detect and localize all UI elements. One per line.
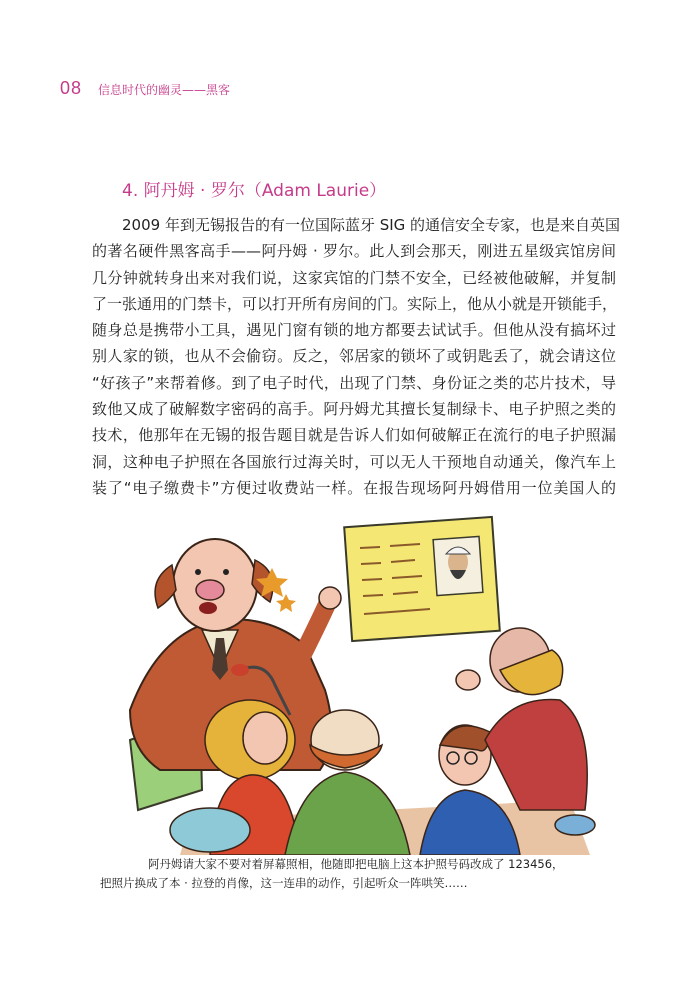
audience-man-jacket (285, 772, 410, 855)
speaker-hair-left (155, 565, 176, 608)
body-line: 随身总是携带小工具，遇见门窗有锁的地方都要去试试手。但他从没有搞坏过 (92, 321, 616, 340)
audience-bearded-hand (456, 670, 480, 690)
speaker-hand (319, 587, 341, 609)
audience-bearded-body (485, 700, 587, 811)
caption-line: 阿丹姆请大家不要对着屏幕照相，他随即把电脑上这本护照号码改成了 123456， (148, 857, 564, 871)
projection-screen (344, 517, 500, 641)
page-header (60, 78, 230, 98)
section-title: 4. 阿丹姆 · 罗尔（Adam Laurie） (122, 181, 387, 201)
audience-woman-face (243, 712, 287, 764)
speaker-nose (196, 580, 224, 600)
audience-glasses-man-jacket (420, 790, 520, 855)
caption-line: 把照片换成了本 · 拉登的肖像，这一连串的动作，引起听众一阵哄笑…… (100, 876, 468, 890)
running-title: 信息时代的幽灵——黑客 (98, 83, 231, 97)
body-line: 了一张通用的门禁卡，可以打开所有房间的门。实际上，他从小就是开锁能手， (92, 294, 618, 313)
body-line: 技术，他那年在无锡的报告题目就是告诉人们如何破解正在流行的电子护照漏 (92, 426, 616, 445)
audience-bag (170, 808, 250, 852)
audience-bearded-shoe (555, 815, 595, 835)
body-line: 的著名硬件黑客高手——阿丹姆 · 罗尔。此人到会那天，刚进五星级宾馆房间 (92, 242, 616, 261)
star-accent (276, 594, 296, 612)
body-line: 别人家的锁，也从不会偷窃。反之，邻居家的锁坏了或钥匙丢了，就会请这位 (92, 347, 616, 366)
body-line: 致他又成了破解数字密码的高手。阿丹姆尤其擅长复制绿卡、电子护照之类的 (92, 400, 616, 419)
speaker-mouth (199, 602, 217, 614)
speaker-arm (300, 602, 328, 660)
body-paragraph (92, 212, 621, 501)
figure-caption (100, 855, 620, 893)
cartoon-illustration (90, 510, 618, 855)
page-number: 08 (60, 78, 83, 98)
body-line: “好孩子”来帮着修。到了电子时代，出现了门禁、身份证之类的芯片技术，导 (92, 373, 616, 392)
body-line: 几分钟就转身出来对我们说，这家宾馆的门禁不安全，已经被他破解，并复制 (92, 268, 616, 287)
body-line: 洞，这种电子护照在各国旅行过海关时，可以无人干预地自动通关，像汽车上 (92, 452, 616, 471)
body-line: 2009 年到无锡报告的有一位国际蓝牙 SIG 的通信安全专家，也是来自英国 (122, 216, 621, 234)
body-line: 装了“电子缴费卡”方便过收费站一样。在报告现场阿丹姆借用一位美国人的 (92, 478, 616, 497)
